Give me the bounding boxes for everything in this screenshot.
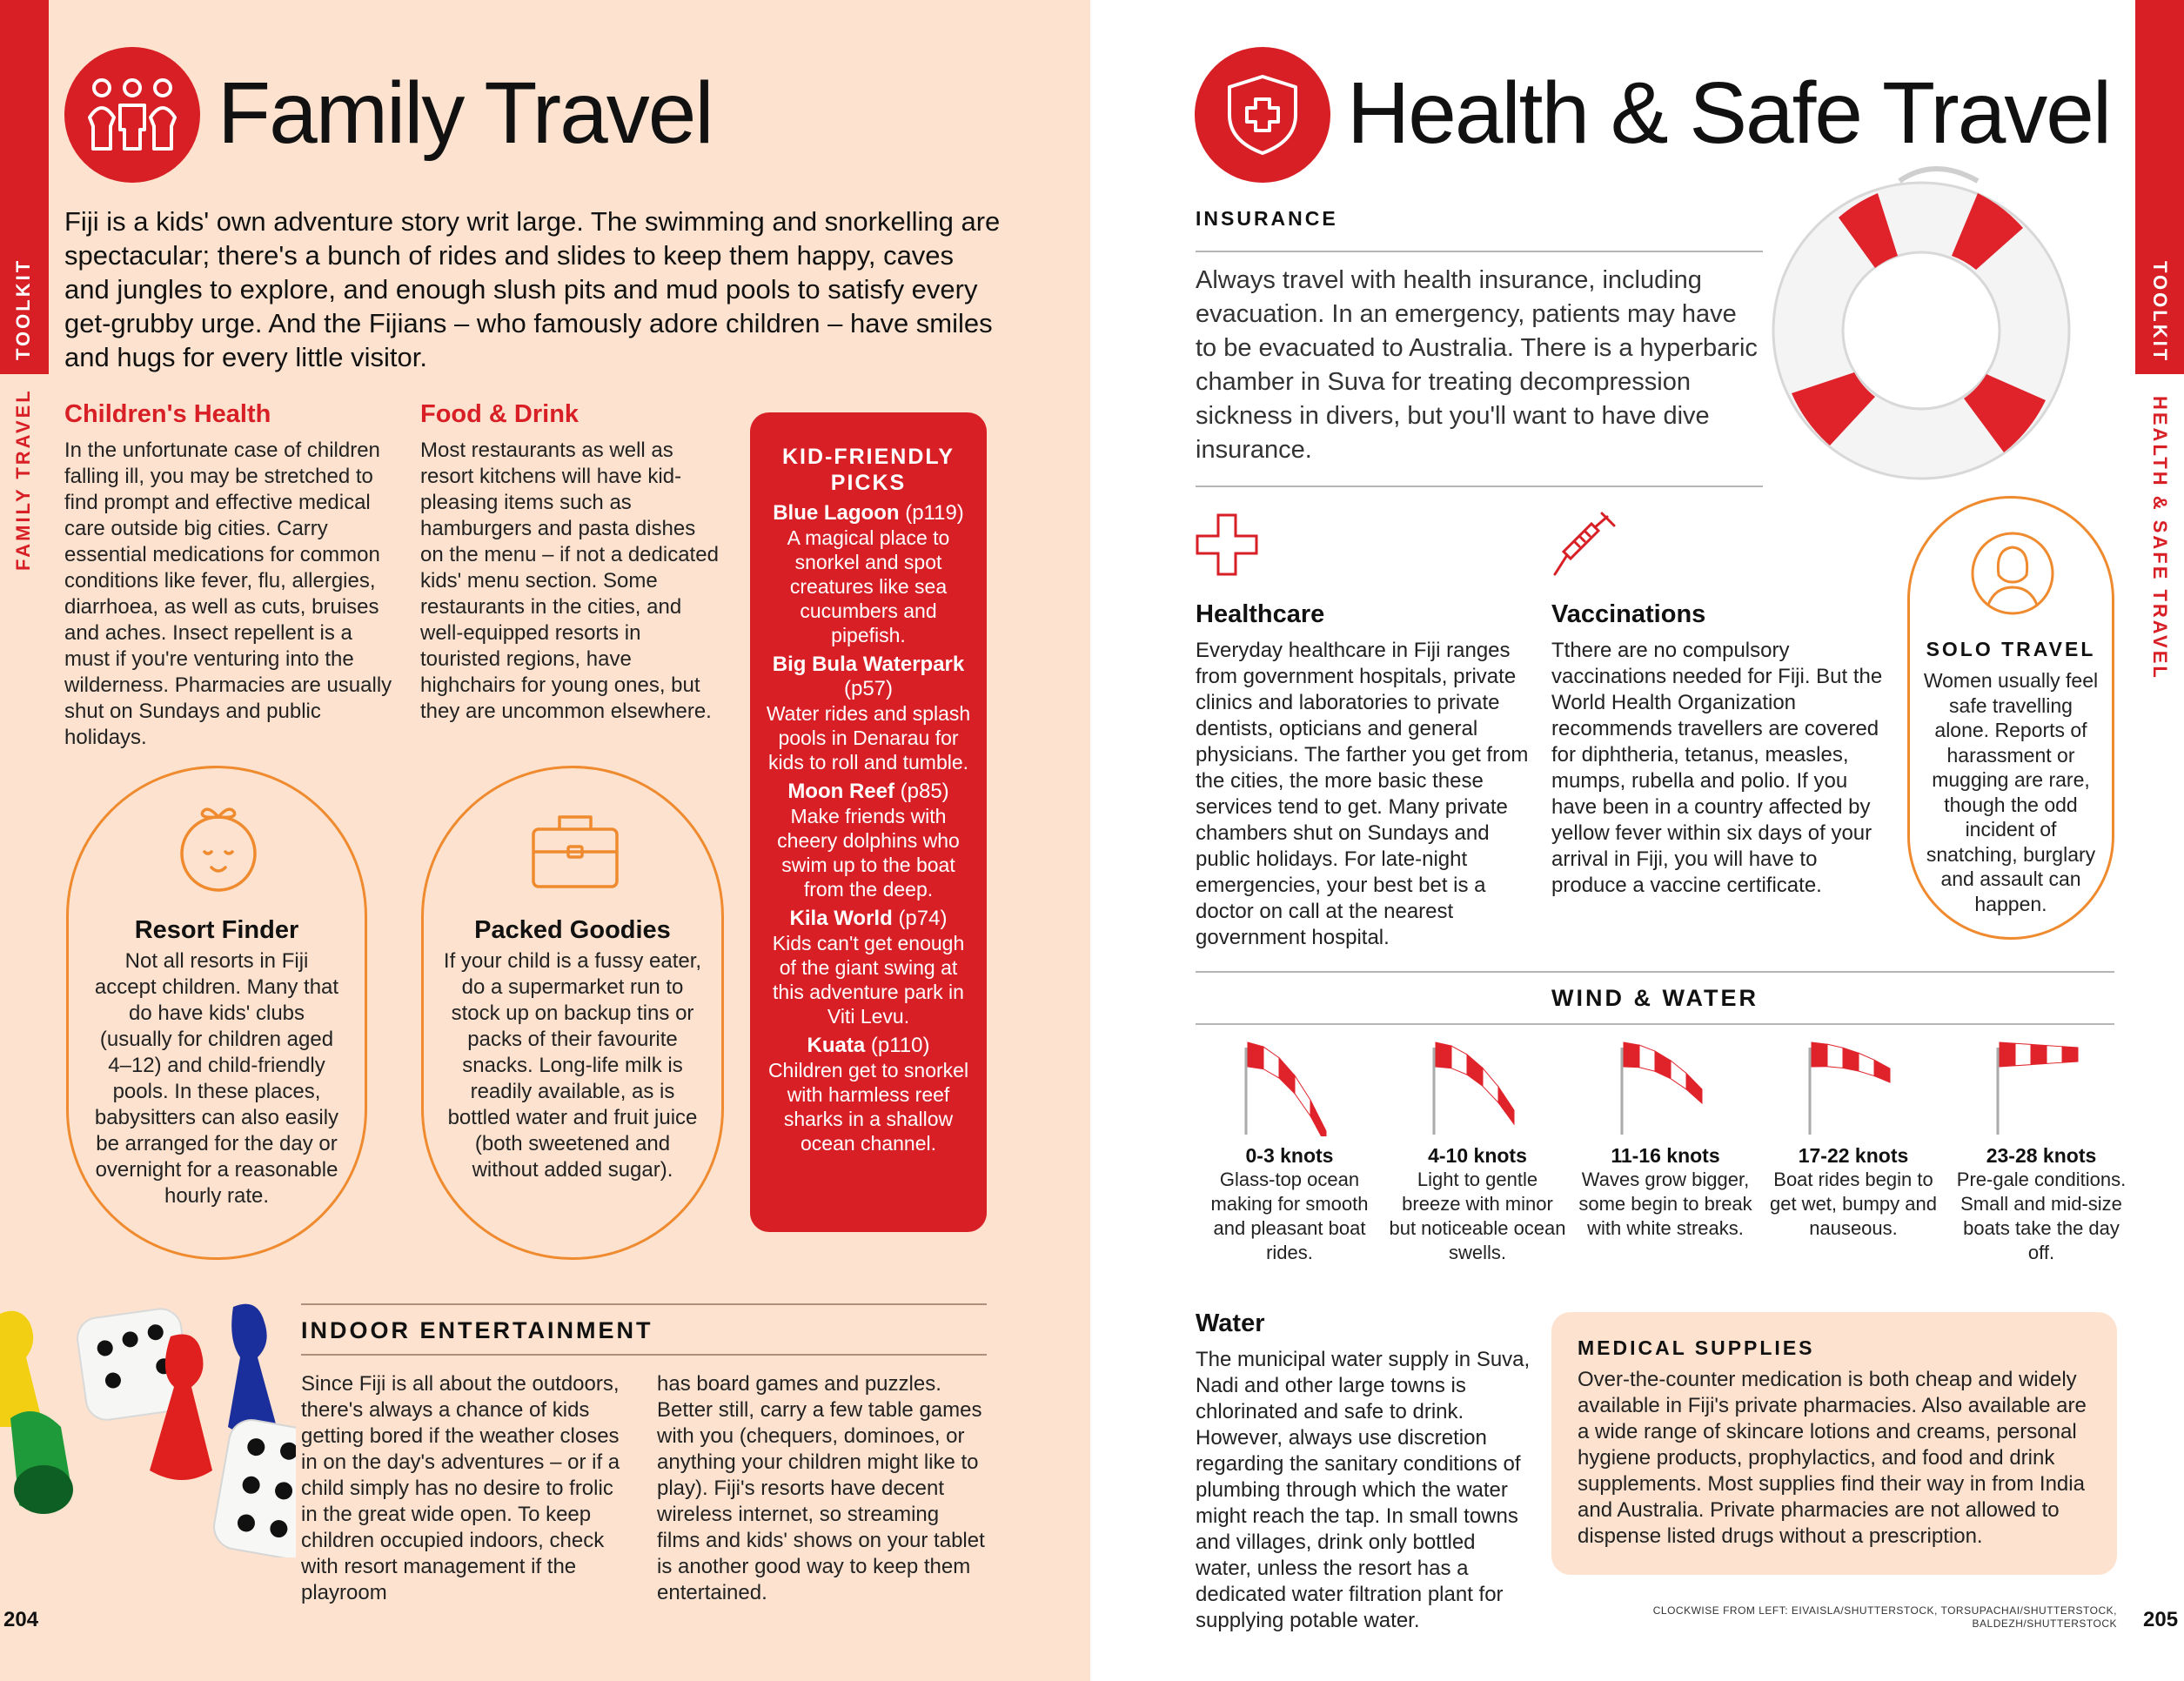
shield-cross-icon: [1195, 47, 1330, 183]
wind-description: Glass-top ocean making for smooth and pleasant boat rides.: [1210, 1169, 1369, 1263]
kid-pick-name: Kuata (p110): [807, 1034, 930, 1057]
kid-friendly-box: [750, 412, 987, 1232]
medical-cross-icon: [1196, 513, 1258, 580]
board-game-pieces-image: [0, 1296, 296, 1557]
wind-level-item: [1383, 1041, 1571, 1265]
intro-text: Fiji is a kids' own adventure story writ large. The swimming and snorkelling are spectacular; there's a bunch of rides and slides to keep them happy, caves and jungles to explore, and enough slush pits and mud pools to satisfy every get-grubby urge. And the Fijians – who famously adore children – have smiles and hugs for every little visitor.: [64, 206, 1001, 372]
wind-rule: [1196, 971, 2114, 973]
medical-supplies-box: [1551, 1312, 2117, 1575]
wind-heading: WIND & WATER: [1551, 985, 1759, 1011]
windsock-icon: [1229, 1041, 1350, 1136]
wind-rule-2: [1196, 1023, 2114, 1025]
kid-pick-description: A magical place to snorkel and spot creatures like sea cucumbers and pipefish.: [787, 526, 950, 646]
wind-description: Boat rides begin to get wet, bumpy and nauseous.: [1769, 1169, 1937, 1239]
solo-travel-card: [1907, 496, 2114, 940]
kid-pick-description: Water rides and splash pools in Denarau for kids to roll and tumble.: [766, 702, 971, 774]
kid-pick-name: Big Bula Waterpark (p57): [772, 653, 965, 700]
wind-knots-label: 4-10 knots: [1428, 1144, 1527, 1167]
toolkit-tab-label: TOOLKIT: [12, 258, 34, 360]
food-drink-body: Most restaurants as well as resort kitchens will have kid-pleasing items such as hamburgers and pasta dishes on the menu – if not a dedicated kids' menu section. Some restaurants in the cities, and well-equipped resorts in touristed regions, have highchairs for young ones, but they are uncommon elsewhere.: [420, 439, 719, 723]
wind-knots-label: 11-16 knots: [1611, 1144, 1720, 1167]
water-heading: Water: [1196, 1309, 1265, 1337]
insurance-rule-2: [1196, 486, 1763, 487]
insurance-heading: INSURANCE: [1196, 207, 1338, 230]
wind-level-item: [1571, 1041, 1759, 1241]
windsock-icon: [1792, 1041, 1914, 1136]
toolkit-tab-label-right: TOOLKIT: [2149, 261, 2171, 364]
healthcare-heading: Healthcare: [1196, 600, 1325, 628]
solo-travel-body: Women usually feel safe travelling alone. Reports of harassment or mugging are rare, though the odd incident of snatching, burglary and assault can happen.: [1923, 669, 2099, 915]
page-number: 204: [3, 1608, 39, 1631]
vaccinations-body: Tthere are no compulsory vaccinations needed for Fiji. But the World Health Organization recommends travellers are covered for diphtheria, tetanus, measles, mumps, rubella and polio. If you have been in a country affected by yellow fever within six days of your arrival in Fiji, you will have to produce a vaccine certificate.: [1551, 639, 1883, 897]
wind-knots-label: 0-3 knots: [1245, 1144, 1334, 1167]
packed-goodies-heading: Packed Goodies: [474, 916, 671, 944]
wind-scale: [1196, 1041, 2135, 1276]
food-drink-heading: Food & Drink: [420, 400, 579, 428]
windsock-icon: [1605, 1041, 1726, 1136]
photo-credit: CLOCKWISE FROM LEFT: EIVAISLA/SHUTTERSTOCK, TORSUPACHAI/SHUTTERSTOCK, BALDEZH/SHUTTERSTOCK: [1652, 1604, 2117, 1630]
childrens-health-heading: Children's Health: [64, 400, 271, 428]
windsock-icon: [1417, 1041, 1538, 1136]
kid-pick-name: Blue Lagoon (p119): [773, 501, 964, 525]
water-body: The municipal water supply in Suva, Nadi and other large towns is chlorinated and safe to drink. However, always use discretion regarding the sanitary conditions of plumbing through which the water might reach the tap. In small towns and villages, drink only bottled water, unless the resort has a dedicated water filtration plant for supplying potable water.: [1196, 1348, 1531, 1632]
solo-travel-heading: SOLO TRAVEL: [1926, 638, 2096, 660]
windsock-icon: [1980, 1041, 2102, 1136]
lunchbox-icon: [530, 812, 620, 894]
family-icon: [64, 47, 200, 183]
kid-friendly-list: [762, 501, 975, 1155]
wind-knots-label: 17-22 knots: [1798, 1144, 1909, 1167]
baby-icon: [173, 800, 264, 898]
kid-pick-name: Kila World (p74): [789, 907, 948, 930]
wind-description: Pre-gale conditions. Small and mid-size boats take the day off.: [1956, 1169, 2127, 1263]
insurance-body: Always travel with health insurance, including evacuation. In an emergency, patients may have to be evacuated to Australia. There is a hyperbaric chamber in Suva for treating decompression sickness in divers, but you'll want to have dive insurance.: [1196, 266, 1758, 464]
vaccinations-heading: Vaccinations: [1551, 600, 1706, 628]
resort-finder-body: Not all resorts in Fiji accept children. Many that do have kids' clubs (usually for children aged 4–12) and child-friendly pools. In these places, babysitters can also easily be arranged for the day or overnight for a reasonable hourly rate.: [94, 949, 339, 1208]
kid-pick-description: Make friends with cheery dolphins who swim up to the boat from the deep.: [777, 805, 960, 901]
page-title: Family Travel: [218, 64, 713, 162]
healthcare-body: Everyday healthcare in Fiji ranges from government hospitals, private clinics and laboratories to private dentists, opticians and general physicians. The farther you get from the cities, the more basic these services tend to get. Many private chambers shut on Sundays and public holidays. For late-night emergencies, your best bet is a doctor on call at the nearest government hospital.: [1196, 639, 1529, 949]
kid-pick-description: Kids can't get enough of the giant swing at this adventure park in Viti Levu.: [772, 932, 965, 1028]
indoor-col2: has board games and puzzles. Better still, carry a few table games with you (chequers, dominoes, or anything your children might like to play). Fiji's resorts have decent wireless internet, so streaming films and kids' shows on your tablet is another good way to keep them entertained.: [657, 1372, 985, 1604]
wind-knots-label: 23-28 knots: [1986, 1144, 2097, 1167]
resort-finder-heading: Resort Finder: [134, 916, 299, 944]
resort-finder-card: [66, 766, 367, 1260]
kid-pick-description: Children get to snorkel with harmless reef sharks in a shallow ocean channel.: [767, 1059, 969, 1155]
page-number-right: 205: [2143, 1608, 2179, 1631]
indoor-rule-2: [301, 1354, 987, 1356]
side-label-right: HEALTH & SAFE TRAVEL: [2149, 396, 2171, 680]
wind-description: Light to gentle breeze with minor but noticeable ocean swells.: [1389, 1169, 1566, 1263]
indoor-rule: [301, 1303, 987, 1305]
side-label: FAMILY TRAVEL: [12, 388, 34, 571]
packed-goodies-body: If your child is a fussy eater, do a supermarket run to stock up on backup tins or packs of their favourite snacks. Long-life milk is readily available, as is bottled water and fruit juice (both sweetened and without added sugar).: [443, 949, 702, 1182]
woman-icon: [1969, 530, 2056, 621]
syringe-icon: [1551, 512, 1618, 582]
wind-level-item: [1196, 1041, 1383, 1265]
left-page: [0, 0, 1090, 1681]
lifebuoy-image: [1769, 165, 2078, 492]
kid-pick-name: Moon Reef (p85): [787, 780, 949, 803]
wind-level-item: [1947, 1041, 2135, 1265]
wind-level-item: [1759, 1041, 1947, 1241]
indoor-col1: Since Fiji is all about the outdoors, there's always a chance of kids getting bored if the weather closes in on the day's adventures – or if a child simply has no desire to frolic in the great wide open. To keep children occupied indoors, check with resort management if the playroom: [301, 1372, 620, 1604]
indoor-heading: INDOOR ENTERTAINMENT: [301, 1317, 653, 1343]
page-title-right: Health & Safe Travel: [1347, 64, 2111, 162]
wind-description: Waves grow bigger, some begin to break with white streaks.: [1578, 1169, 1752, 1239]
right-page: [1090, 0, 2184, 1681]
childrens-health-body: In the unfortunate case of children falling ill, you may be stretched to find prompt and effective medical care outside big cities. Carry essential medications for common conditions like fever, flu, allergies, diarrhoea, as well as cuts, bruises and aches. Insect repellent is a must if you're venturing into the wilderness. Pharmacies are usually shut on Sundays and public holidays.: [64, 439, 392, 749]
packed-goodies-card: [421, 766, 724, 1260]
insurance-rule: [1196, 251, 1763, 252]
medical-supplies-heading: MEDICAL SUPPLIES: [1578, 1336, 1815, 1359]
medical-supplies-body: Over-the-counter medication is both cheap and widely available in Fiji's private pharmacies. Also available are a wide range of skincare lotions and creams, personal hygiene products, prophylactics, and food and drink supplements. Most supplies find their way in from India and Australia. Private pharmacies are not allowed to dispense listed drugs without a prescription.: [1578, 1368, 2087, 1548]
kid-friendly-title: KID-FRIENDLY PICKS: [781, 445, 955, 495]
